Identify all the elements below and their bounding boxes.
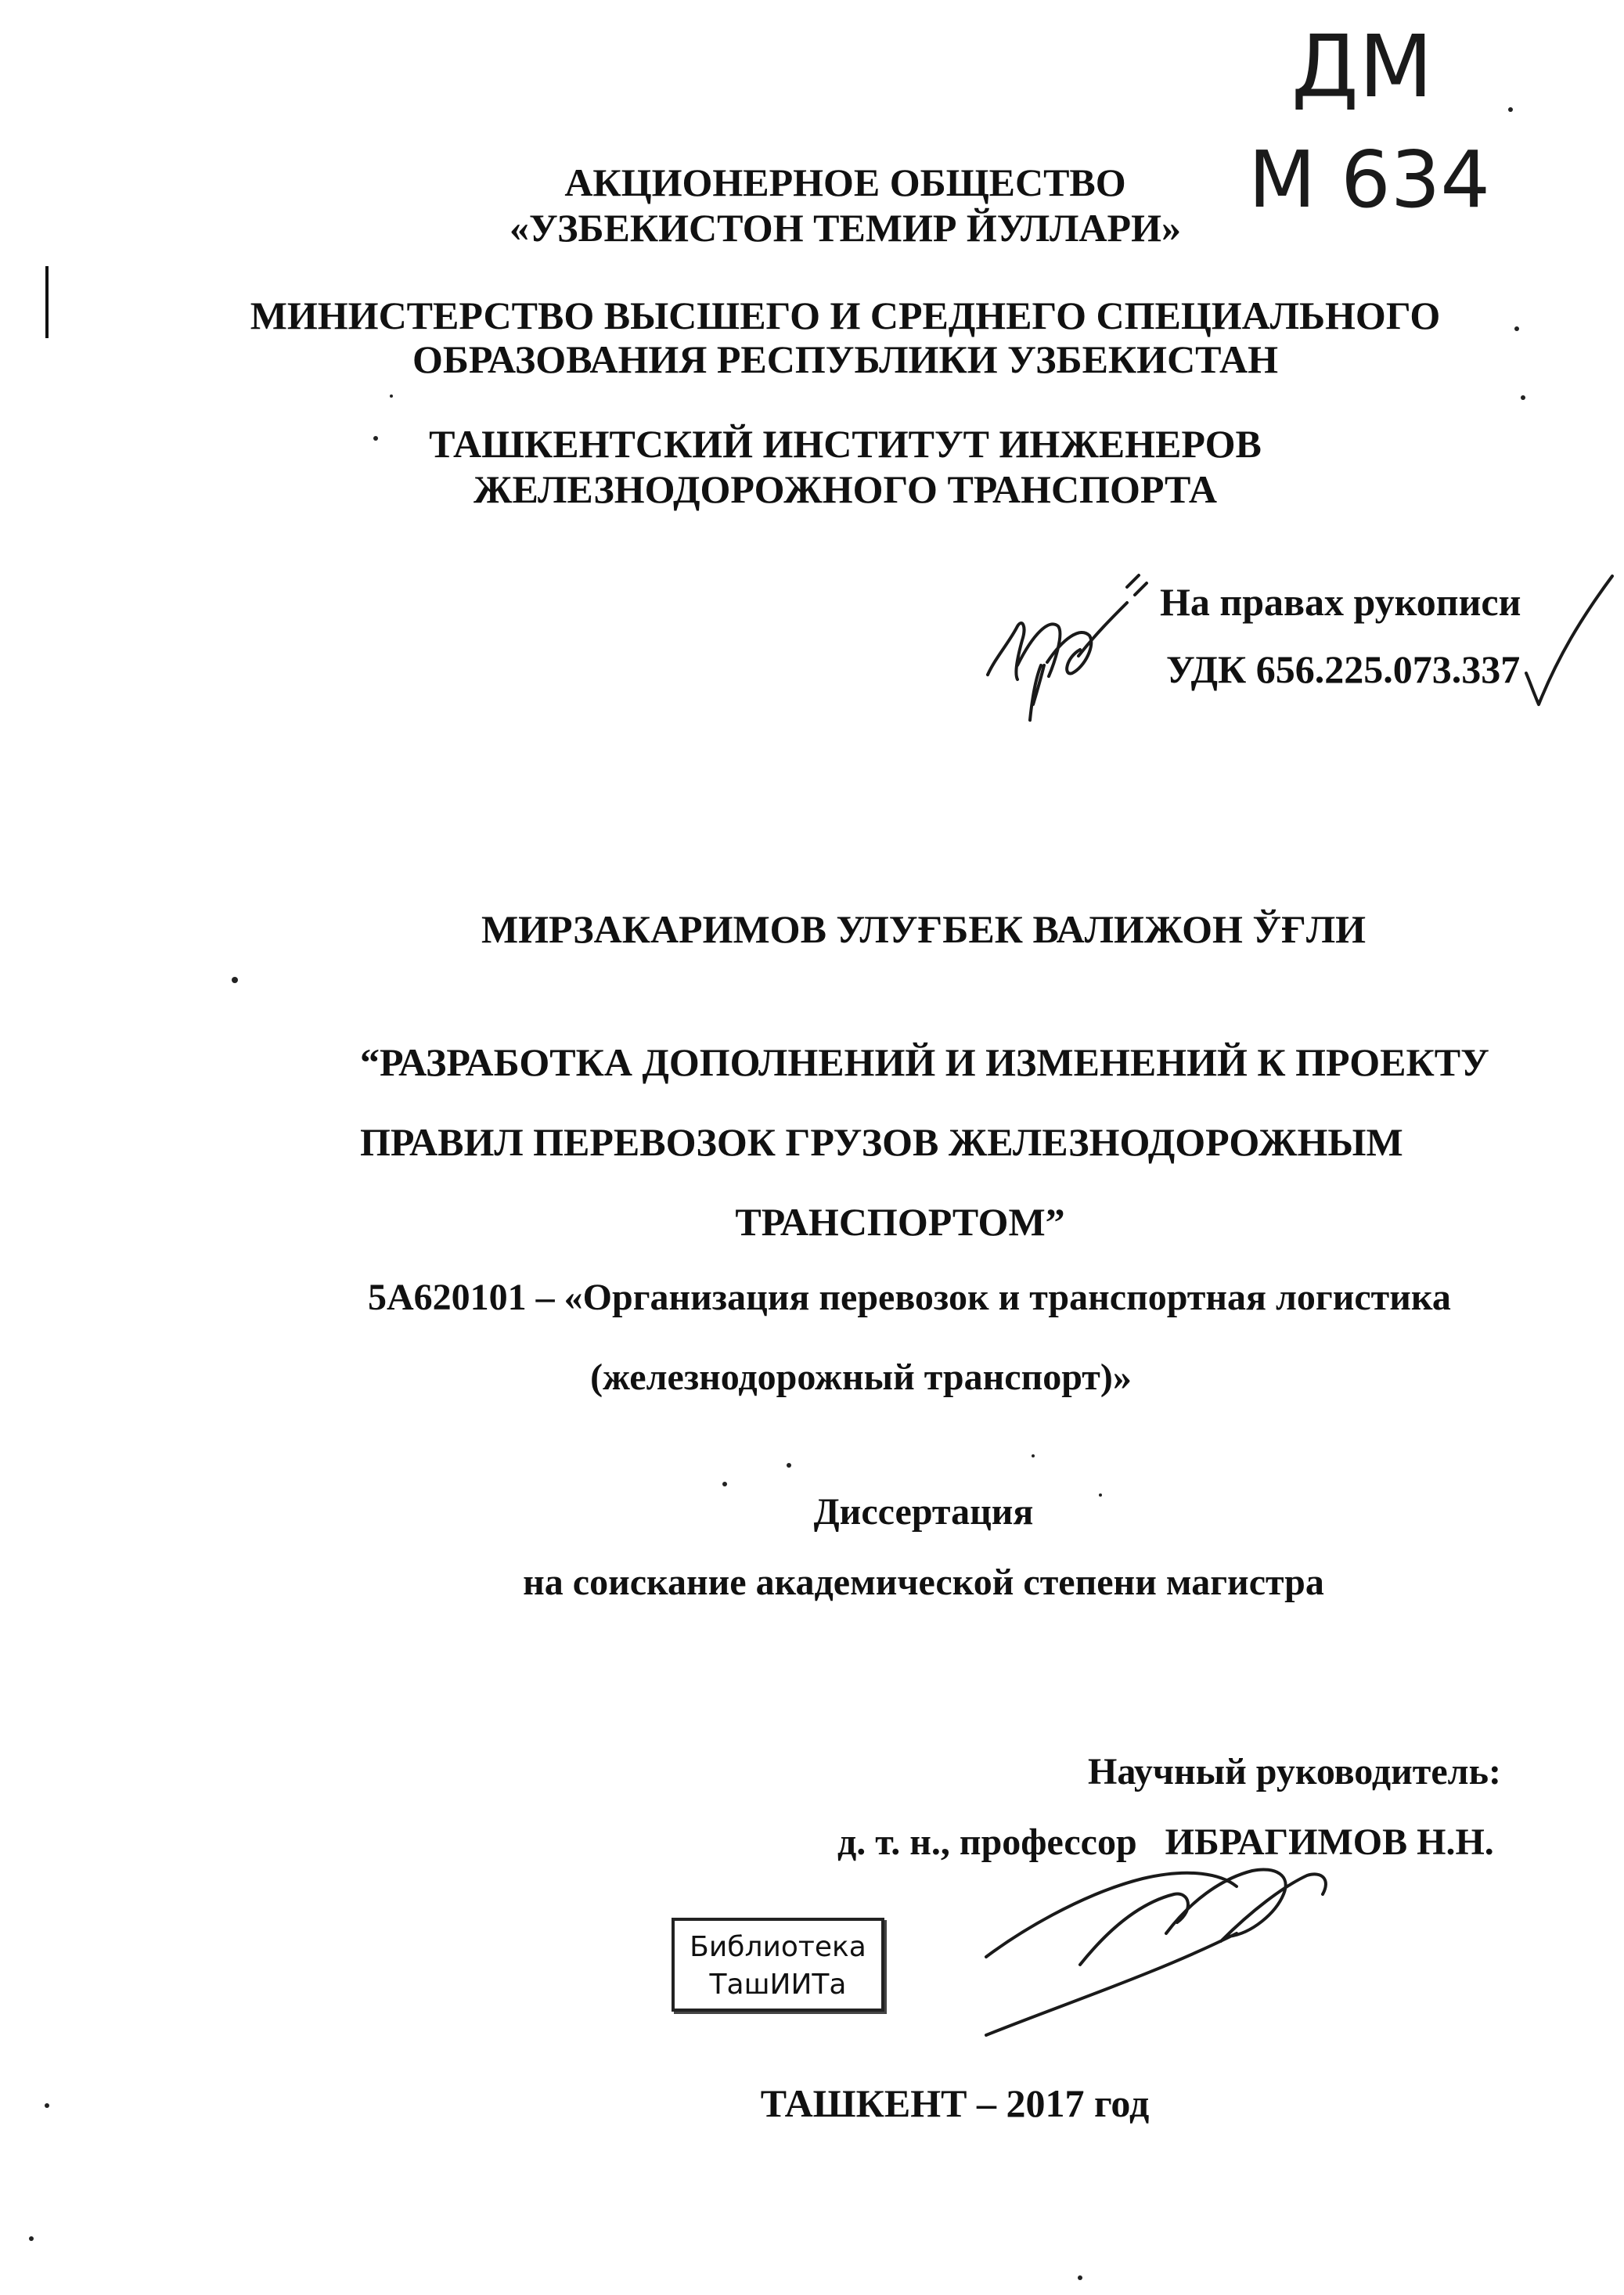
- check-mark: [1526, 576, 1612, 704]
- stamp-line-2: ТашИИТа: [709, 1969, 847, 2001]
- ministry-line-2: ОБРАЗОВАНИЯ РЕСПУБЛИКИ УЗБЕКИСТАН: [412, 337, 1279, 381]
- handwritten-mark-top: ДМ: [1291, 16, 1433, 117]
- org-line-2: «УЗБЕКИСТОН ТЕМИР ЙУЛЛАРИ»: [510, 206, 1181, 250]
- handwritten-code: М 634: [1248, 134, 1490, 225]
- manuscript-note: На правах рукописи: [1160, 580, 1521, 624]
- degree-line: на соискание академической степени магистра: [523, 1562, 1324, 1603]
- title-line-1: “РАЗРАБОТКА ДОПОЛНЕНИЙ И ИЗМЕНЕНИЙ К ПРОЕКТУ: [360, 1040, 1489, 1084]
- udk-code: УДК 656.225.073.337: [1166, 647, 1521, 691]
- author-signature: [988, 575, 1147, 720]
- supervisor-name: д. т. н., профессор ИБРАГИМОВ Н.Н.: [837, 1821, 1494, 1863]
- org-line-1: АКЦИОНЕРНОЕ ОБЩЕСТВО: [564, 160, 1126, 204]
- dissertation-label: Диссертация: [813, 1491, 1034, 1533]
- supervisor-label: Научный руководитель:: [1088, 1751, 1501, 1792]
- specialty-line-2: (железнодорожный транспорт)»: [590, 1356, 1132, 1398]
- city-year: ТАШКЕНТ – 2017 год: [760, 2081, 1150, 2125]
- author-name: МИРЗАКАРИМОВ УЛУҒБЕК ВАЛИЖОН ЎҒЛИ: [481, 907, 1367, 951]
- supervisor-signature: [986, 1869, 1326, 2035]
- title-line-2: ПРАВИЛ ПЕРЕВОЗОК ГРУЗОВ ЖЕЛЕЗНОДОРОЖНЫМ: [360, 1120, 1403, 1164]
- institute-line-1: ТАШКЕНТСКИЙ ИНСТИТУТ ИНЖЕНЕРОВ: [429, 422, 1262, 466]
- specialty-line-1: 5А620101 – «Организация перевозок и транспортная логистика: [368, 1277, 1451, 1318]
- ministry-line-1: МИНИСТЕРСТВО ВЫСШЕГО И СРЕДНЕГО СПЕЦИАЛЬНОГО: [250, 294, 1441, 337]
- title-line-3: ТРАНСПОРТОМ”: [735, 1200, 1065, 1244]
- institute-line-2: ЖЕЛЕЗНОДОРОЖНОГО ТРАНСПОРТА: [474, 467, 1217, 511]
- stamp-line-1: Библиотека: [690, 1931, 866, 1963]
